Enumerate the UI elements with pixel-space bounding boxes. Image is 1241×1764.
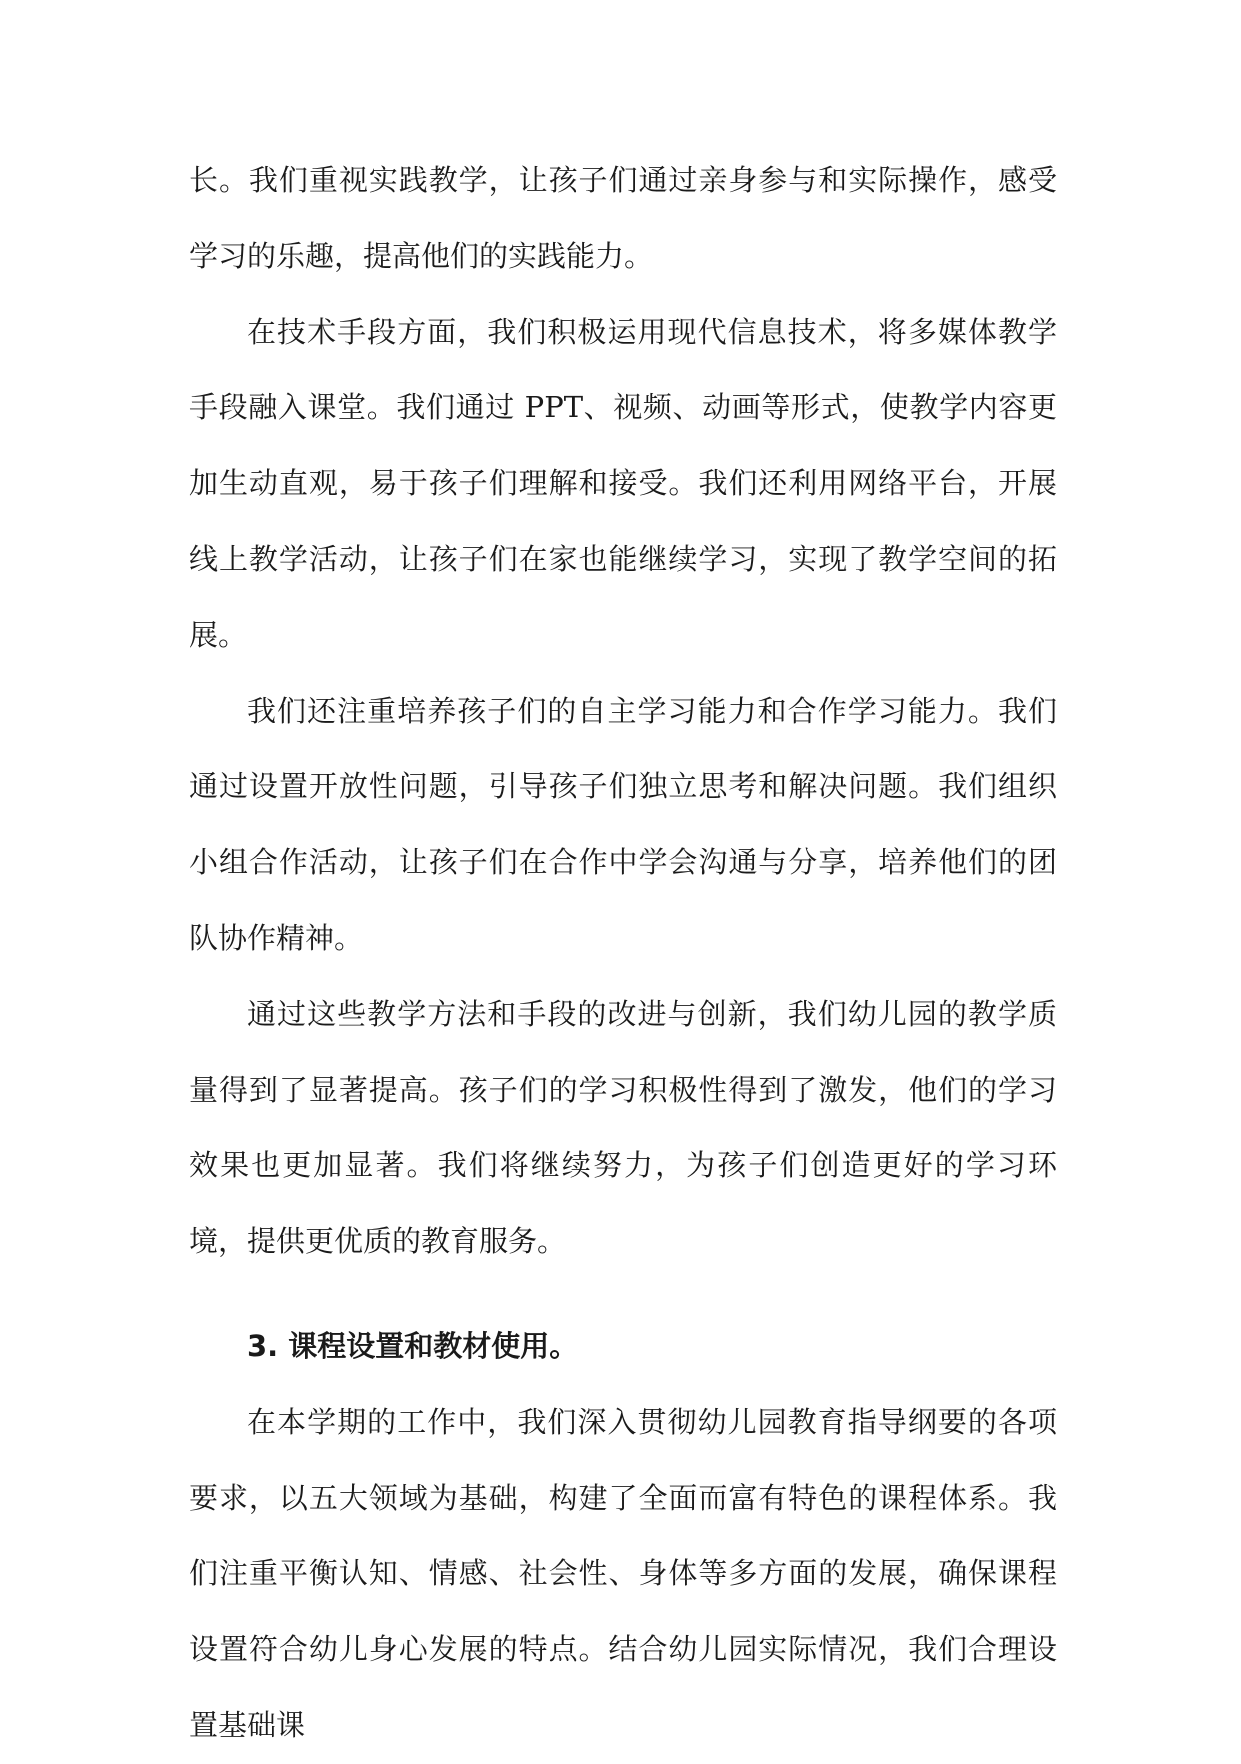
paragraph-technology: 在技术手段方面，我们积极运用现代信息技术，将多媒体教学手段融入课堂。我们通过 PPT、视频、动画等形式，使教学内容更加生动直观，易于孩子们理解和接受。我们还利用网络平台，开展线上教学活动，让孩子们在家也能继续学习，实现了教学空间的拓展。 [189,314,1057,652]
paragraph-continuation: 长。我们重视实践教学，让孩子们通过亲身参与和实际操作，感受学习的乐趣，提高他们的实践能力。 [189,163,1057,273]
section-heading: 3. 课程设置和教材使用。 [247,1328,579,1363]
paragraph-teaching-quality: 通过这些教学方法和手段的改进与创新，我们幼儿园的教学质量得到了显著提高。孩子们的学习积极性得到了激发，他们的学习效果也更加显著。我们将继续努力，为孩子们创造更好的学习环境，提供更优质的教育服务。 [189,996,1057,1259]
paragraph-curriculum: 在本学期的工作中，我们深入贯彻幼儿园教育指导纲要的各项要求，以五大领域为基础，构建了全面而富有特色的课程体系。我们注重平衡认知、情感、社会性、身体等多方面的发展，确保课程设置符合幼儿身心发展的特点。结合幼儿园实际情况，我们合理设置基础课 [189,1404,1057,1742]
paragraph-autonomous-learning: 我们还注重培养孩子们的自主学习能力和合作学习能力。我们通过设置开放性问题，引导孩子们独立思考和解决问题。我们组织小组合作活动，让孩子们在合作中学会沟通与分享，培养他们的团队协作精神。 [189,693,1057,955]
document-body [189,143,1057,1764]
